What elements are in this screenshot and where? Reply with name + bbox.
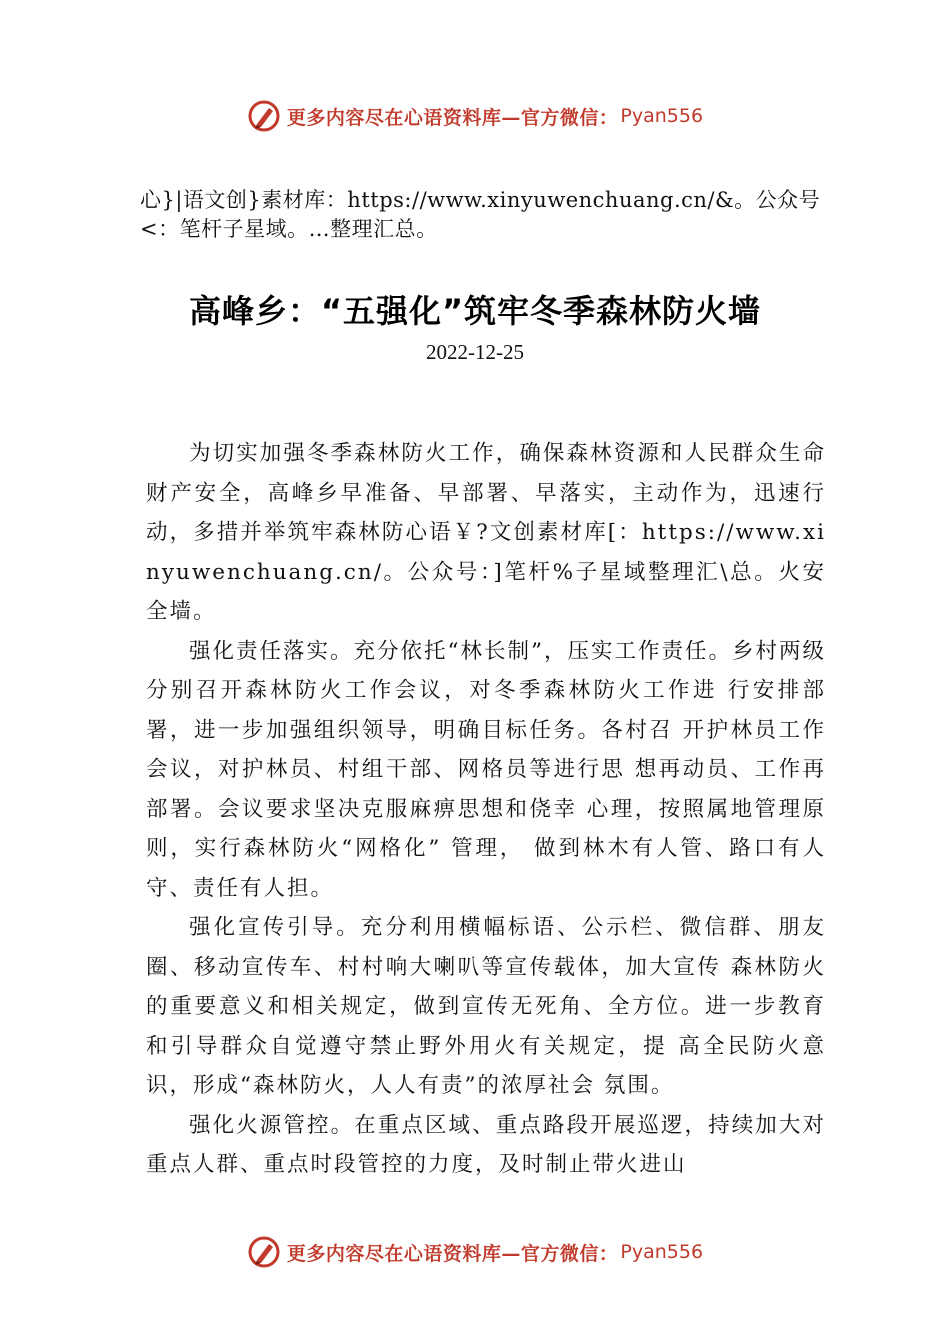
article-date: 2022-12-25 xyxy=(426,340,524,364)
watermark-text: 更多内容尽在心语资料库—官方微信： xyxy=(286,1242,619,1265)
paragraph-publicity: 强化宣传引导。充分利用横幅标语、公示栏、微信群、朋友圈、移动宣传车、村村响大喇叭等宣传载体，加大宣传 森林防火的重要意义和相关规定，做到宣传无死角、全方位。进一步教育和引导群众自觉遵守禁止野外用火有关规定，提 高全民防火意识，形成“森林防火，人人有责”的浓厚社会 氛围。 xyxy=(146,915,826,1098)
paragraph-responsibility: 强化责任落实。充分依托“林长制”，压实工作责任。乡村两级分别召开森林防火工作会议，对冬季森林防火工作进 行安排部署，进一步加强组织领导，明确目标任务。各村召 开护林员工作会议，对护林员、村组干部、网格员等进行思 想再动员、工作再部署。会议要求坚决克服麻痹思想和侥幸 心理，按照属地管理原则，实行森林防火“网格化” 管理， 做到林木有人管、路口有人守、责任有人担。 xyxy=(146,638,826,901)
paragraph-fire-control: 强化火源管控。在重点区域、重点路段开展巡逻，持续加大对重点人群、重点时段管控的力度，及时制止带火进山 xyxy=(146,1112,826,1177)
pen-logo-icon xyxy=(247,1235,281,1269)
footer-watermark xyxy=(0,1232,950,1272)
paragraph-intro: 为切实加强冬季森林防火工作，确保森林资源和人民群众生命财产安全，高峰乡早准备、早部署、早落实，主动作为，迅速行动，多措并举筑牢森林防心语￥?文创素材库[：https://www.xinyuwenchuang.cn/。公众号：]笔杆%子星域整理汇\总。火安全墙。 xyxy=(146,441,826,624)
source-note: 心}|语文创}素材库：https://www.xinyuwenchuang.cn/&。公众号<：笔杆子星域。…整理汇总。 xyxy=(140,188,821,241)
watermark-wechat-id: Pyan556 xyxy=(620,1241,704,1263)
pen-logo-icon xyxy=(247,99,281,133)
article-title: 高峰乡：“五强化”筑牢冬季森林防火墙 xyxy=(188,292,762,330)
watermark-wechat-id: Pyan556 xyxy=(620,105,704,127)
article-body xyxy=(146,434,826,1185)
header-watermark xyxy=(0,96,950,136)
watermark-text: 更多内容尽在心语资料库—官方微信： xyxy=(286,106,619,129)
